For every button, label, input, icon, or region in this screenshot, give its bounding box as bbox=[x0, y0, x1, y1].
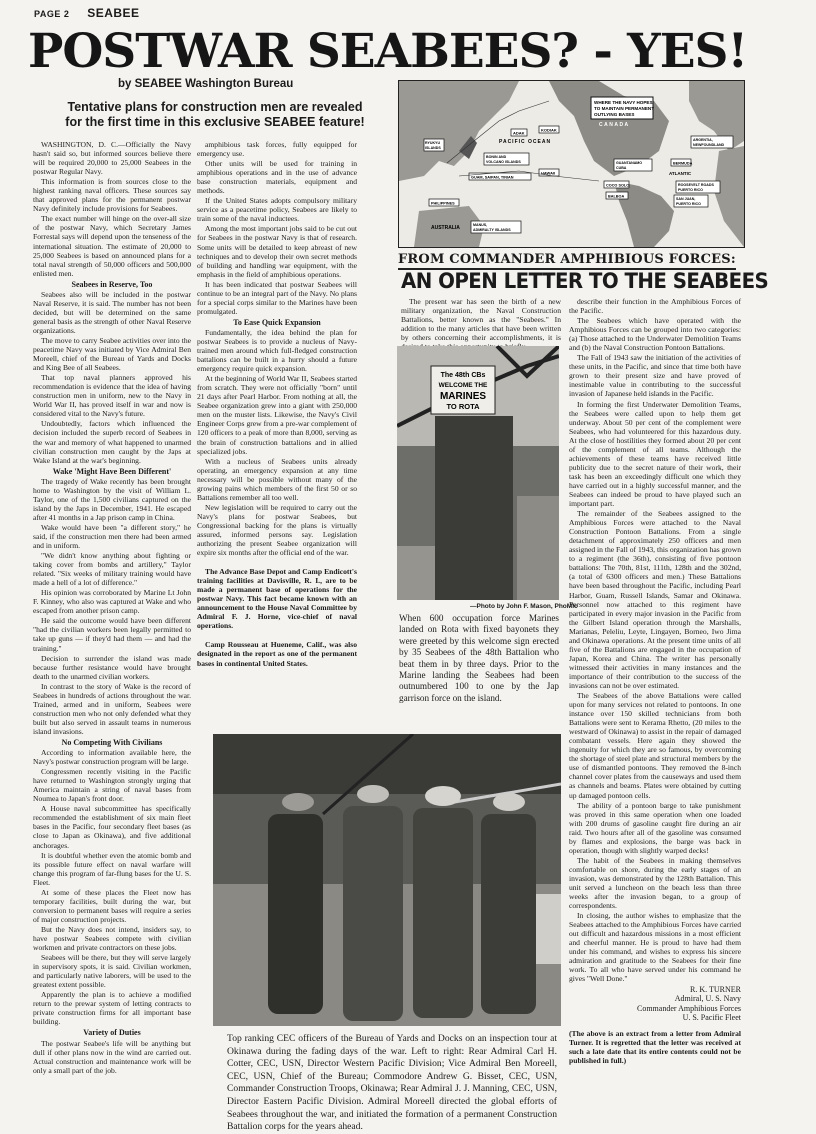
map-label-pacific: PACIFIC OCEAN bbox=[499, 139, 552, 145]
paragraph: Fundamentally, the idea behind the plan for postwar Seabees is to provide a nucleus of Navy-trained men around which full-fledged construction battalions can be built in a hurry should a future emergency require quick expansion. bbox=[197, 327, 357, 374]
map-title-line-1: WHERE THE NAVY HOPES bbox=[594, 100, 653, 105]
publication-name: SEABEE bbox=[87, 6, 140, 20]
map-base-balboa: BALBOA bbox=[608, 194, 625, 199]
dek: Tentative plans for construction men are revealed for the first time in this exclusive SEABEE feature! bbox=[65, 100, 365, 129]
page-number: PAGE 2 bbox=[34, 9, 70, 19]
map-base-guantanamo: GUANTANAMO bbox=[616, 161, 643, 165]
letter-signature bbox=[569, 985, 741, 1023]
byline: by SEABEE Washington Bureau bbox=[118, 78, 294, 90]
letter-paragraph: The Fall of 1943 saw the initiation of the activities of these units, in the Pacific, and since that time both have grown to their present size and have proved of inestimable value in contributing to the successful invasion of Japanese held islands in the Pacific. bbox=[569, 353, 741, 399]
paragraph: WASHINGTON, D. C.—Officially the Navy hasn't said so, but informed sources believe there will be required 20,000 to 25,000 Seabees in the postwar Regular Navy. bbox=[33, 140, 191, 177]
map-label-canada: CANADA bbox=[599, 122, 630, 128]
map-title-line-3: OUTLYING BASES bbox=[594, 112, 635, 117]
paragraph: With a nucleus of Seabees units already operating, an emergency expansion at any time necessary will be possible without many of the growing pains which members of the first 50 or so Battalions remember all too well. bbox=[197, 456, 357, 502]
svg-text:ADMIRALTY ISLANDS: ADMIRALTY ISLANDS bbox=[473, 228, 511, 232]
paragraph: Undoubtedly, factors which influenced the decision included the superb record of Seabees in the war and memory of what happened to unarmed civilian construction men caught by the Japs at Wake Island at the war's beginning. bbox=[33, 419, 191, 465]
svg-text:VOLCANO ISLANDS: VOLCANO ISLANDS bbox=[486, 160, 521, 164]
sign-line-2: WELCOME THE bbox=[438, 382, 488, 389]
map-base-philippines: PHILIPPINES bbox=[431, 201, 455, 206]
paragraph: At some of these places the Fleet now has temporary facilities, built during the war, but conversion to permanent bases will require a series of major construction projects. bbox=[33, 887, 191, 924]
boxed-paragraph: Camp Rousseau at Hueneme, Calif., was also designated in the report as one of the permanent bases in continental United States. bbox=[197, 640, 357, 668]
paragraph: New legislation will be required to carry out the Navy's plans for postwar Seabees, but Congressional backing for the plans is virtually assured, informed persons say. Legislation authorizing the present Seabee organization will expire six months after the official end of the war. bbox=[197, 502, 357, 558]
paragraph: Apparently the plan is to achieve a modified return to the prewar system of letting contracts to private construction firms for all important base building. bbox=[33, 990, 191, 1027]
map-figure bbox=[398, 80, 745, 248]
map-base-adak: ADAK bbox=[513, 130, 525, 136]
letter-paragraph: The habit of the Seabees in making themselves comfortable on shore, during the early stages of an invasion, was demonstrated by the 128th Battalion. This unit served a luncheon on the beach less than three weeks after the invasion began, to a group of correspondents. bbox=[569, 855, 741, 911]
map-base-roosevelt-roads: ROOSEVELT ROADS bbox=[678, 183, 714, 187]
signature-line: Admiral, U. S. Navy bbox=[674, 994, 741, 1004]
letter-kicker: FROM COMMANDER AMPHIBIOUS FORCES: bbox=[398, 252, 736, 270]
subhead: Variety of Duties bbox=[83, 1028, 141, 1038]
photo-cec-caption: Top ranking CEC officers of the Bureau of Yards and Docks on an inspection tour at Okinawa during the fading days of the war. Left to right: Rear Admiral Carl H. Cotter, CEC, USN, Director Western Pacific Division; Vice Admiral Ben Moreell, CEC, USN, Chief of the Bureau; Commodore Andrew G. Bisset, CEC, USN, Commander Construction Troops, Okinawa; Rear Admiral J. J. Manning, CEC, USN, Director Eastern Pacific Division. Admiral Moreell directed the global efforts of Seabees throughout the war, and initiated the formation of a permanent Construction Battalion corps for the years ahead. bbox=[227, 1033, 557, 1133]
subhead: Wake 'Might Have Been Different' bbox=[52, 466, 172, 476]
letter-paragraph: In forming the first Underwater Demolition Teams, the Seabees were called upon to help them get underway. About 50 per cent of the complement were Seabees, who had volunteered for this hazardous duty. At the close of hostilities they formed about 20 per cent of the complement of all teams. Although the achievements of these teams have received little publicity due to the secret nature of their work, their task has been an exceedingly difficult one which they have carried out in a highly successful manner, and the Seabees can indeed be proud to have played such an important part. bbox=[569, 399, 741, 509]
paragraph: If the United States adopts compulsory military service as a peacetime policy, Seabees are likely to train some of the naval inductees. bbox=[197, 196, 357, 224]
subhead: To Ease Quick Expansion bbox=[233, 317, 321, 327]
letter-paragraph: describe their function in the Amphibious Forces of the Pacific. bbox=[569, 297, 741, 316]
map-label-atlantic: ATLANTIC bbox=[669, 171, 692, 176]
letter-column-b bbox=[569, 297, 741, 1065]
paragraph: This information is from sources close to the highest ranking naval officers. These sources say that approved plans for the permanent postwar Navy definitely include provisions for Seabees. bbox=[33, 177, 191, 214]
officer-figures bbox=[268, 785, 536, 1021]
article-column-2 bbox=[197, 140, 357, 669]
letter-paragraph: In closing, the author wishes to emphasize that the Seabees attached to the Amphibious Forces have carried out difficult and hazardous missions in a most efficient and cheerful manner. He is proud to have had them under his command, and wishes to express his sincere admiration and gratitude to the Seabees for their fine work. To all who have served under his command he gives "Well Done." bbox=[569, 911, 741, 984]
paragraph: That top naval planners approved his recommendation is evidence that the idea of having construction men in uniform, new to the Navy in World War II, has proved itself in war and now is considered vital to the Navy's future. bbox=[33, 373, 191, 419]
map-base-bonin: BONIN AND bbox=[486, 155, 507, 159]
map-base-guam: GUAM, SAIPAN, TINIAN bbox=[471, 175, 514, 180]
svg-text:ISLANDS: ISLANDS bbox=[425, 146, 441, 150]
paragraph: It has been indicated that postwar Seabees will continue to be an integral part of the Navy. No plans for a special corps similar to the Marines have been promulgated. bbox=[197, 279, 357, 316]
headline: POSTWAR SEABEES? - YES! bbox=[28, 24, 748, 79]
photo-rota-caption: When 600 occupation force Marines landed on Rota with fixed bayonets they were greeted by this welcome sign erected by 35 Seabees of the 48th Battalion who beat them in by three days. Prior to the Marine landing the Seabees had been outnumbered 100 to one by the Jap garrison force on the island. bbox=[399, 613, 559, 703]
map-title-line-2: TO MAINTAIN PERMANENT bbox=[594, 106, 655, 111]
paragraph: The move to carry Seabee activities over into the peacetime Navy was initiated by Vice Admiral Ben Moreell, chief of the Bureau of Yards and Docks and King Bee of all Seabees. bbox=[33, 335, 191, 373]
paragraph: Seabees also will be included in the postwar Naval Reserve, it is said. The number has not been decided, but will be determined on the same general basis as the strength of other Naval Reserve organizations. bbox=[33, 289, 191, 335]
paragraph: According to information available here, the Navy's postwar construction program will be large. bbox=[33, 748, 191, 767]
svg-text:CUBA: CUBA bbox=[616, 166, 627, 170]
sign-line-1: The 48th CBs bbox=[440, 372, 486, 379]
sign-line-4: TO ROTA bbox=[446, 402, 480, 411]
map-base-bermuda: BERMUDA bbox=[673, 161, 693, 166]
photo-credit: —Photo by John F. Mason, PhoMlc bbox=[470, 603, 578, 610]
paragraph: amphibious task forces, fully equipped for emergency use. bbox=[197, 140, 357, 159]
subhead: No Competing With Civilians bbox=[61, 738, 163, 747]
map-label-australia: AUSTRALIA bbox=[431, 225, 460, 231]
paragraph: "We didn't know anything about fighting or taking cover from bombs and artillery," Taylor related. "Six weeks of military training would have made a hell of a lot of difference." bbox=[33, 551, 191, 588]
paragraph: A House naval subcommittee has specifically recommended the establishment of six main fleet bases in the Pacific, four secondary fleet bases (as close to Japan as Okinawa), and five additional anchorages. bbox=[33, 804, 191, 850]
paragraph: Among the most important jobs said to be cut out for Seabees in the postwar Navy is that of research. Some units will be detailed to keep abreast of new techniques and to develop their own secret methods of building and handling war equipment, with the emphasis in the field of amphibious operations. bbox=[197, 224, 357, 279]
signature-line: U. S. Pacific Fleet bbox=[682, 1013, 741, 1023]
paragraph: Decision to surrender the island was made because further resistance would have brought death to the unarmed civilian workers. bbox=[33, 653, 191, 681]
svg-text:PUERTO RICO: PUERTO RICO bbox=[678, 188, 703, 192]
paragraph: He said the outcome would have been different "had the civilian workers been legally permitted to take up guns — if they'd had them — and had the training." bbox=[33, 616, 191, 653]
map-base-hawaii: HAWAII bbox=[541, 170, 556, 176]
letter-paragraph: The Seabees of the above Battalions were called upon for many services not related to pontoons. In one instance over 150 skilled technicians from both Battalions were sent to Kerama Rhetto, (20 miles to the westward of Okinawa) to assist in the repair of damaged combatant vessels. Here again they showed the ingenuity for which they are so famous, by overcoming the shortage of steel plate and structural members by the use of dismantled pontoons. They removed the 8-inch channel cover plates from the causeways and used them as channels and beams. Plates were obtained by cutting up damaged pontoon cells. bbox=[569, 691, 741, 800]
world-map bbox=[399, 81, 744, 247]
letter-paragraph: The Seabees which have operated with the Amphibious Forces can be grouped into two categories: (a) Those attached to the Underwater Demolition Teams and (b) the Naval Construction Pontoon Battalions. bbox=[569, 316, 741, 353]
signature-line: R. K. TURNER bbox=[690, 984, 741, 994]
masthead bbox=[34, 6, 140, 20]
photo-rota-sign bbox=[397, 346, 559, 600]
sign-tower bbox=[435, 416, 513, 600]
paragraph: Congressmen recently visiting in the Pacific have returned to Washington strongly urging that America maintain a string of naval bases from Noumea to Japan's front door. bbox=[33, 767, 191, 804]
paragraph: Other units will be used for training in amphibious operations and in the use of advance base construction materials, equipment and methods. bbox=[197, 159, 357, 196]
map-base-ryukyu: RYUKYU bbox=[425, 141, 441, 145]
map-base-kodiak: KODIAK bbox=[541, 127, 557, 133]
letter-paragraph: The present war has seen the birth of a new military organization, the Naval Construction Battalions, better known as the "Seabees." In addition to the many articles that have been written by others concerning their accomplishments, it is bbox=[401, 297, 561, 343]
paragraph: The tragedy of Wake recently has been brought home to Washington by the visit of William L. Taylor, one of the 1,500 civilians captured on the island by the Japs in December, 1941. He escaped after 41 months in a Jap prison camp in China. bbox=[33, 476, 191, 522]
signature-line: Commander Amphibious Forces bbox=[637, 1003, 741, 1013]
paragraph: The exact number will hinge on the over-all size of the postwar Navy, which Secretary James Forrestal says will depend upon the tenseness of the international situation. The estimate of 20,000 to 25,000 Seabees is based on announced plans for a total naval strength of 50,000 officers and 500,000 enlisted men. bbox=[33, 214, 191, 278]
map-base-coco-solo: COCO SOLO bbox=[606, 183, 630, 188]
photo-cec-officers bbox=[213, 734, 561, 1026]
subhead: Seabees in Reserve, Too bbox=[71, 279, 153, 289]
paragraph: In contrast to the story of Wake is the record of Seabees in hundreds of actions throughout the war. Trained, armed and in uniform, Seabees were construction men who not only defended what they built but also served in assault teams in numerous island invasions. bbox=[33, 681, 191, 736]
editor-note: (The above is an extract from a letter from Admiral Turner. It is regretted that the letter was received at such a late date that its entire contents could not be published in full.) bbox=[569, 1028, 741, 1065]
letter-title: AN OPEN LETTER TO THE SEABEES bbox=[401, 269, 769, 294]
sign-line-3: MARINES bbox=[439, 391, 487, 402]
paragraph: At the beginning of World War II, Seabees started from scratch. They were not officially "born" until 21 days after Pearl Harbor. From nothing at all, the Seabee organization grew into a giant with 250,000 men on the muster lists. Likewise, the Navy's Civil Engineer Corps grew from a pre-war complement of 120 officers to a peak of more than 8,000, serving as the brain of construction battalions and in allied specialized jobs. bbox=[197, 374, 357, 456]
letter-paragraph: The ability of a pontoon barge to take punishment was proved in this same operation when one loaded with 200 drums of gasoline caught fire during an air raid. Two hours after all of the gasoline was consumed by flames and explosions, the barge was back in operation, though with slightly warped decks! bbox=[569, 800, 741, 855]
paragraph: It is doubtful whether even the atomic bomb and its possible future effect on naval warfare will change this program of far-flung bases for the U. S. Fleet. bbox=[33, 850, 191, 887]
boxed-paragraph: The Advance Base Depot and Camp Endicott's training facilities at Davisville, R. I., are to be made a permanent base of operations for the postwar Navy. This fact became known with an announcement to the House Naval Committee by Admiral F. J. Horne, vice-chief of naval operations. bbox=[197, 567, 357, 631]
map-base-argentia: ARGENTIA, bbox=[693, 138, 713, 142]
paragraph: But the Navy does not intend, insiders say, to have postwar Seabees compete with civilian workmen and private contractors on these jobs. bbox=[33, 924, 191, 953]
map-base-san-juan: SAN JUAN, bbox=[676, 197, 696, 201]
paragraph: Wake would have been "a different story," he said, if the construction men there had been armed and in uniform. bbox=[33, 522, 191, 551]
letter-paragraph: The remainder of the Seabees assigned to the Amphibious Forces were attached to the Naval Construction Pontoon Battalions. From a single detachment of approximately 250 officers and men assigned in the Fall of 1943, this organization has grown to a regiment (the 36th), consisting of five pontoon battalions: The 70th, 81st, 111th, 128th and the 302nd, (a total of 6300 officers and men.) These Battalions have been based throughout the Pacific, including Pearl Harbor, Guam, Russell Islands, Samar and Okinawa. Personnel now attached to this regiment have participated in every major invasion in the Pacific from the Gilbert Island operation through the Marshalls, Marianas, Peleliu, Leyte, Lingayen, Borneo, Iwo Jima and Okinawa operations. At the present time units of all five of the Battalions are engaged in the occupation of Japan, Korea and China. The writer has personally witnessed their activities in many instances and the importance of their contribution to the success of the invasions can not be over estimated. bbox=[569, 509, 741, 690]
paragraph: The postwar Seabee's life will be anything but dull if other plans now in the wind are carried out. Actual construction and maintenance work will be only a small part of the job. bbox=[33, 1038, 191, 1075]
paragraph: Seabees will be there, but they will serve largely in supervisory spots, it is said. Civilian workmen, and particularly native laborers, will be used to the greatest extent possible. bbox=[33, 953, 191, 990]
svg-text:NEWFOUNDLAND: NEWFOUNDLAND bbox=[693, 143, 725, 147]
svg-text:PUERTO RICO: PUERTO RICO bbox=[676, 202, 701, 206]
map-base-manus: MANUS, bbox=[473, 223, 488, 227]
letter-column-a bbox=[401, 297, 561, 347]
paragraph: His opinion was corroborated by Marine Lt John F. Kinney, who also was captured at Wake and who escaped from another prison camp. bbox=[33, 588, 191, 616]
article-column-1 bbox=[33, 140, 191, 1076]
